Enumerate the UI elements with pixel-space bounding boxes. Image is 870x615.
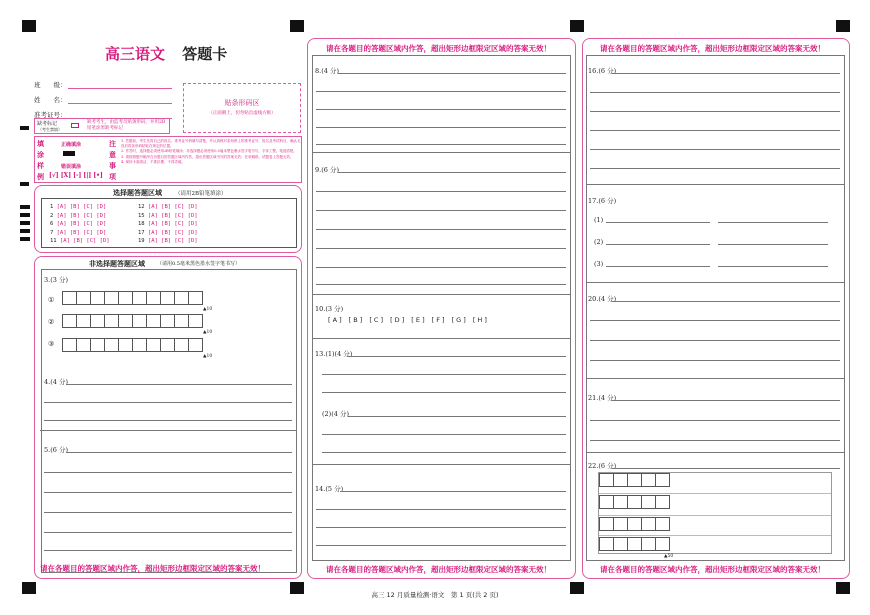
timing-mark	[20, 205, 30, 209]
answer-inner-2	[312, 55, 571, 561]
q10-option[interactable]: [ G ]	[451, 316, 466, 324]
page-footer: 高三 12 月质量检测·语文 第 1 页(共 2 页)	[371, 591, 499, 599]
q3-end-3: ▲10	[203, 354, 213, 359]
answer-line[interactable]	[44, 512, 292, 513]
absent-note: 缺考考生，由监考员贴条形码，并用2B铅笔涂黑缺考标记	[87, 120, 166, 131]
q10-option[interactable]: [ B ]	[348, 316, 363, 324]
absent-mark-hint: （考生禁填）	[38, 127, 62, 132]
divider	[312, 152, 571, 153]
answer-line[interactable]	[316, 191, 566, 192]
answer-line[interactable]	[590, 111, 840, 112]
divider	[312, 464, 571, 465]
class-label: 班 级：	[34, 81, 67, 89]
answer-line[interactable]	[612, 301, 840, 302]
q3-mark-3: ③	[48, 340, 55, 348]
answer-line[interactable]	[316, 284, 566, 285]
answer-line[interactable]	[322, 374, 566, 375]
answer-line[interactable]	[316, 127, 566, 128]
answer-line[interactable]	[66, 452, 292, 453]
answer-line[interactable]	[718, 266, 828, 267]
q17-label: 17.(6 分)	[588, 197, 617, 205]
answer-line[interactable]	[322, 392, 566, 393]
answer-line[interactable]	[322, 434, 566, 435]
warning-text: 请在各题目的答题区域内作答，超出矩形边框限定区域的答案无效！	[326, 565, 551, 574]
barcode-hint: （正面朝上，切勿贴出虚线方框）	[208, 111, 276, 116]
name-field[interactable]	[68, 103, 172, 104]
registration-mark	[836, 20, 850, 32]
choice-grid	[41, 198, 297, 248]
q3-mark-1: ①	[48, 296, 55, 304]
timing-mark	[20, 213, 30, 217]
q10-option[interactable]: [ F ]	[431, 316, 445, 324]
timing-mark	[20, 221, 30, 225]
q14-label: 14.(5 分)	[315, 485, 344, 493]
q3-cells-2[interactable]	[62, 314, 202, 328]
q10-option[interactable]: [ D ]	[390, 316, 405, 324]
q3-cells-1[interactable]	[62, 291, 202, 305]
notice-label: 注 意 事 项	[109, 139, 116, 181]
q13b-label: (2)(4 分)	[322, 410, 349, 418]
q10-option[interactable]: [ A ]	[328, 316, 342, 324]
q10-option[interactable]: [ C ]	[369, 316, 384, 324]
answer-line[interactable]	[316, 545, 566, 546]
q22-end: ▲50	[664, 554, 674, 559]
q10-option[interactable]: [ H ]	[472, 316, 487, 324]
warning-text: 请在各题目的答题区域内作答，超出矩形边框限定区域的答案无效！	[326, 44, 551, 53]
class-field[interactable]	[68, 88, 172, 89]
q3-cells-3[interactable]	[62, 338, 202, 352]
fill-example-label: 填 涂 样 例	[37, 139, 44, 181]
answer-line[interactable]	[322, 452, 566, 453]
absent-checkbox[interactable]	[71, 123, 79, 128]
registration-mark	[290, 20, 304, 32]
answer-line[interactable]	[316, 267, 566, 268]
q17-mark-3: (3)	[594, 260, 604, 268]
q8-label: 8.(4 分)	[315, 67, 339, 75]
title-main: 高三语文	[105, 45, 166, 63]
absent-box	[34, 118, 170, 134]
divider	[312, 338, 571, 339]
answer-line[interactable]	[348, 356, 566, 357]
divider	[312, 294, 571, 295]
choice-note: （请用2B铅笔填涂）	[175, 191, 227, 197]
answer-line[interactable]	[44, 532, 292, 533]
answer-line[interactable]	[590, 360, 840, 361]
answer-line[interactable]	[316, 210, 566, 211]
q22-label: 22.(6 分)	[588, 462, 617, 470]
nonchoice-title: 非选择题答题区域	[89, 260, 145, 268]
title-sub: 答题卡	[182, 45, 228, 63]
notice-item: 4. 保持卡面清洁，不准折叠、不得弄破。	[121, 159, 185, 164]
q10-option[interactable]: [ E ]	[411, 316, 425, 324]
correct-fill-sample	[63, 151, 75, 156]
answer-line[interactable]	[590, 168, 840, 169]
timing-mark	[20, 237, 30, 241]
q3-end-2: ▲10	[203, 330, 213, 335]
answer-line[interactable]	[590, 440, 840, 441]
answer-line[interactable]	[606, 266, 710, 267]
answer-line[interactable]	[338, 172, 566, 173]
divider	[586, 452, 845, 453]
answer-line[interactable]	[44, 492, 292, 493]
registration-mark	[570, 20, 584, 32]
wrong-fill-samples: [√] [X] [-] [|] [•]	[49, 172, 103, 179]
warning-text: 请在各题目的答题区域内作答，超出矩形边框限定区域的答案无效！	[40, 564, 265, 573]
fill-notice-box	[34, 136, 302, 183]
answer-line[interactable]	[590, 92, 840, 93]
divider	[586, 184, 845, 185]
answer-line[interactable]	[590, 340, 840, 341]
q10-label: 10.(3 分)	[315, 305, 344, 313]
barcode-title: 贴条形码区	[224, 99, 260, 107]
exam-no-label: 准考证号：	[34, 111, 67, 119]
notice-item: 3. 请按照题号顺序在各题目的答题区域内作答，超出答题区域书写的答案无效；在草稿纸、试题卷上答题无效。	[121, 154, 294, 159]
choice-title: 选择题答题区域	[113, 189, 162, 197]
answer-line[interactable]	[316, 91, 566, 92]
answer-line[interactable]	[316, 527, 566, 528]
correct-fill-label: 正确填涂	[61, 142, 82, 148]
answer-line[interactable]	[66, 384, 292, 385]
warning-text: 请在各题目的答题区域内作答，超出矩形边框限定区域的答案无效！	[600, 565, 825, 574]
answer-line[interactable]	[316, 509, 566, 510]
answer-line[interactable]	[590, 320, 840, 321]
choice-col-1: 1 [A] [B] [C] [D] 2 [A] [B] [C] [D] 6 [A] [B] [C] [D] 7 [A] [B] [C] [D] 11 [A] [B] [C] [D]	[50, 204, 110, 244]
timing-mark	[20, 126, 29, 130]
q4-label: 4.(4 分)	[44, 378, 68, 386]
notice-list	[121, 139, 301, 165]
answer-line[interactable]	[718, 244, 828, 245]
answer-line[interactable]	[612, 400, 840, 401]
name-label: 姓 名：	[34, 96, 67, 104]
q3-mark-2: ②	[48, 318, 55, 326]
q16-label: 16.(6 分)	[588, 67, 617, 75]
answer-line[interactable]	[44, 420, 292, 421]
q17-mark-2: (2)	[594, 238, 604, 246]
choice-section	[34, 185, 302, 253]
notice-item: 1. 答题前，考生先将自己的姓名、准考证号码填写清楚，并认真核对条形码上的准考证号、姓名及考试科目，确认无误后将条形码粘贴在规定的位置。	[121, 139, 301, 149]
q5-label: 5.(6 分)	[44, 446, 68, 454]
answer-line[interactable]	[316, 144, 566, 145]
answer-line[interactable]	[590, 130, 840, 131]
answer-line[interactable]	[316, 248, 566, 249]
timing-mark	[20, 229, 30, 233]
answer-line[interactable]	[612, 468, 840, 469]
answer-line[interactable]	[348, 416, 566, 417]
q10-options	[328, 316, 487, 324]
divider	[40, 430, 296, 431]
q17-mark-1: (1)	[594, 216, 604, 224]
answer-line[interactable]	[718, 222, 828, 223]
answer-line[interactable]	[340, 491, 566, 492]
wrong-fill-label: 错误填涂	[61, 164, 82, 170]
q13-label: 13.(1)(4 分)	[315, 350, 353, 358]
notice-item: 2. 作答时，选择题必须使用2B铅笔填涂；非选择题必须使用0.5毫米黑色墨水签字笔书写，字体工整、笔迹清楚。	[121, 149, 297, 154]
absent-mark-label: 缺考标记	[37, 121, 58, 127]
page-title	[105, 43, 227, 64]
answer-line[interactable]	[44, 402, 292, 403]
answer-line[interactable]	[316, 109, 566, 110]
answer-line[interactable]	[590, 420, 840, 421]
answer-line[interactable]	[338, 73, 566, 74]
answer-line[interactable]	[590, 149, 840, 150]
registration-mark	[22, 20, 36, 32]
q3-label: 3.(3 分)	[44, 276, 68, 284]
warning-text: 请在各题目的答题区域内作答，超出矩形边框限定区域的答案无效！	[600, 44, 825, 53]
q21-label: 21.(4 分)	[588, 394, 617, 402]
nonchoice-note: （请用0.5毫米黑色墨水签字笔书写）	[157, 261, 240, 267]
answer-line[interactable]	[44, 550, 292, 551]
answer-line[interactable]	[44, 472, 292, 473]
q22-grid[interactable]	[598, 472, 832, 554]
q3-end-1: ▲10	[203, 307, 213, 312]
q20-label: 20.(4 分)	[588, 295, 617, 303]
q9-label: 9.(6 分)	[315, 166, 339, 174]
barcode-area	[183, 83, 301, 133]
timing-mark	[20, 182, 29, 186]
answer-line[interactable]	[316, 229, 566, 230]
choice-col-2: 12 [A] [B] [C] [D] 15 [A] [B] [C] [D] 18 [A] [B] [C] [D] 17 [A] [B] [C] [D] 19 [A] [B] [C] [D]	[138, 204, 198, 244]
answer-line[interactable]	[612, 73, 840, 74]
answer-line[interactable]	[606, 244, 710, 245]
divider	[586, 282, 845, 283]
divider	[586, 378, 845, 379]
answer-line[interactable]	[606, 222, 710, 223]
